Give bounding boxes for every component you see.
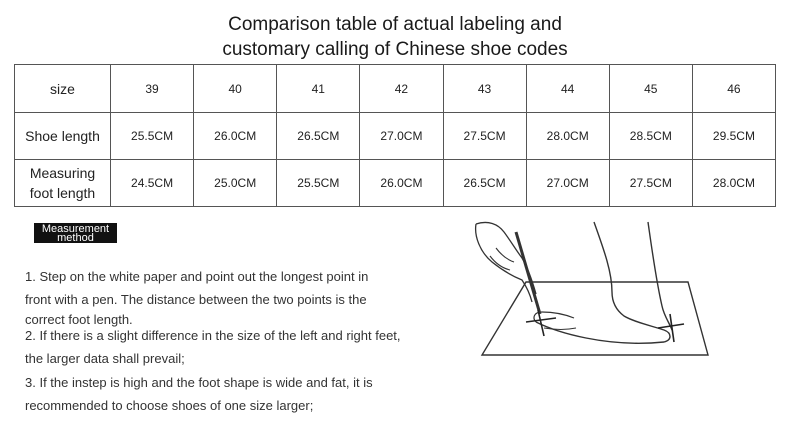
size-cell: 42 xyxy=(360,65,443,113)
toe-line xyxy=(544,328,576,330)
instruction-line: correct foot length. xyxy=(25,312,133,327)
foot-length-row-header xyxy=(15,160,111,207)
heel-outline xyxy=(648,222,672,330)
shoe-length-cell: 25.5CM xyxy=(111,113,194,160)
instruction-line: 3. If the instep is high and the foot shape is wide and fat, it is xyxy=(25,375,373,390)
foot-length-header-line-2: foot length xyxy=(29,185,96,201)
shoe-length-row xyxy=(15,113,776,160)
shoe-length-cell: 27.5CM xyxy=(443,113,526,160)
size-cell: 41 xyxy=(277,65,360,113)
foot-length-cell: 27.5CM xyxy=(609,160,692,207)
foot-length-cell: 26.0CM xyxy=(360,160,443,207)
size-comparison-table xyxy=(14,64,776,207)
size-row-header: size xyxy=(15,65,111,113)
foot-length-row xyxy=(15,160,776,207)
badge-line-1: Measurement xyxy=(41,223,110,235)
badge-line-2: method xyxy=(57,232,94,244)
shoe-length-cell: 28.5CM xyxy=(609,113,692,160)
size-cell: 40 xyxy=(194,65,277,113)
shoe-length-cell: 26.5CM xyxy=(277,113,360,160)
shoe-length-cell: 28.0CM xyxy=(526,113,609,160)
size-cell: 43 xyxy=(443,65,526,113)
shoe-length-row-header: Shoe length xyxy=(15,113,111,160)
size-cell: 44 xyxy=(526,65,609,113)
foot-length-cell: 25.5CM xyxy=(277,160,360,207)
hand-outline xyxy=(476,222,536,302)
instruction-line: recommended to choose shoes of one size larger; xyxy=(25,398,314,413)
instruction-item-1 xyxy=(25,265,465,328)
title-line-2: customary calling of Chinese shoe codes xyxy=(222,39,568,60)
foot-length-cell: 27.0CM xyxy=(526,160,609,207)
foot-measurement-illustration xyxy=(466,210,716,365)
size-cell: 45 xyxy=(609,65,692,113)
instruction-line: 1. Step on the white paper and point out the longest point in xyxy=(25,269,369,284)
size-cell: 46 xyxy=(692,65,775,113)
instruction-item-3 xyxy=(25,371,465,417)
shoe-length-cell: 27.0CM xyxy=(360,113,443,160)
instruction-line: front with a pen. The distance between the two points is the xyxy=(25,292,367,307)
shoe-length-cell: 29.5CM xyxy=(692,113,775,160)
foot-length-cell: 26.5CM xyxy=(443,160,526,207)
title-line-1: Comparison table of actual labeling and xyxy=(228,14,562,35)
size-row xyxy=(15,65,776,113)
instruction-line: 2. If there is a slight difference in the size of the left and right feet, xyxy=(25,328,401,343)
foot-length-header-line-1: Measuring xyxy=(29,165,96,181)
finger-outline xyxy=(490,248,514,270)
shoe-length-cell: 26.0CM xyxy=(194,113,277,160)
foot-length-cell: 28.0CM xyxy=(692,160,775,207)
instruction-line: the larger data shall prevail; xyxy=(25,351,185,366)
paper-sheet xyxy=(482,282,708,355)
page-title xyxy=(0,12,790,62)
foot-length-cell: 24.5CM xyxy=(111,160,194,207)
measurement-method-badge xyxy=(34,223,117,243)
pen xyxy=(516,232,540,314)
size-cell: 39 xyxy=(111,65,194,113)
foot-length-cell: 25.0CM xyxy=(194,160,277,207)
instruction-item-2 xyxy=(25,324,465,370)
